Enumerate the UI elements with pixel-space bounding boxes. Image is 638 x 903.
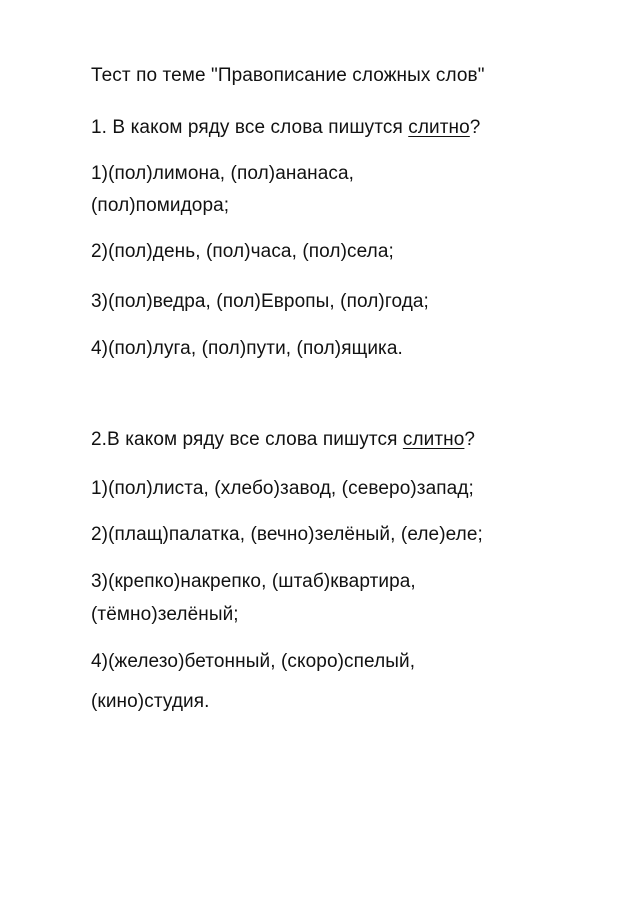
- q1-option-1-line-2: (пол)помидора;: [91, 195, 230, 216]
- question-1-prompt: [91, 116, 480, 140]
- document-title: Тест по теме "Правописание сложных слов": [91, 65, 485, 86]
- question-1-prompt-end: ?: [469, 117, 481, 138]
- q2-option-3-line-2: (тёмно)зелёный;: [91, 604, 239, 625]
- question-1-prompt-text: 1. В каком ряду все слова пишутся: [91, 117, 409, 138]
- question-1-keyword: слитно: [408, 117, 470, 138]
- question-2-keyword: слитно: [402, 429, 465, 450]
- q1-option-3: 3)(пол)ведра, (пол)Европы, (пол)года;: [91, 291, 429, 312]
- q2-option-3-line-1: 3)(крепко)накрепко, (штаб)квартира,: [91, 571, 416, 592]
- question-2-prompt: [91, 428, 475, 452]
- question-2-prompt-text: 2.В каком ряду все слова пишутся: [91, 429, 403, 450]
- q2-option-1: 1)(пол)листа, (хлебо)завод, (северо)запад;: [91, 478, 474, 499]
- q2-option-4-line-1: 4)(железо)бетонный, (скоро)спелый,: [91, 651, 416, 672]
- question-2-prompt-end: ?: [464, 429, 476, 450]
- q2-option-4-line-2: (кино)студия.: [91, 691, 210, 712]
- q2-option-2: 2)(плащ)палатка, (вечно)зелёный, (еле)еле;: [91, 524, 483, 545]
- q1-option-2: 2)(пол)день, (пол)часа, (пол)села;: [91, 241, 394, 262]
- q1-option-1-line-1: 1)(пол)лимона, (пол)ананаса,: [91, 163, 355, 184]
- q1-option-4: 4)(пол)луга, (пол)пути, (пол)ящика.: [91, 338, 403, 359]
